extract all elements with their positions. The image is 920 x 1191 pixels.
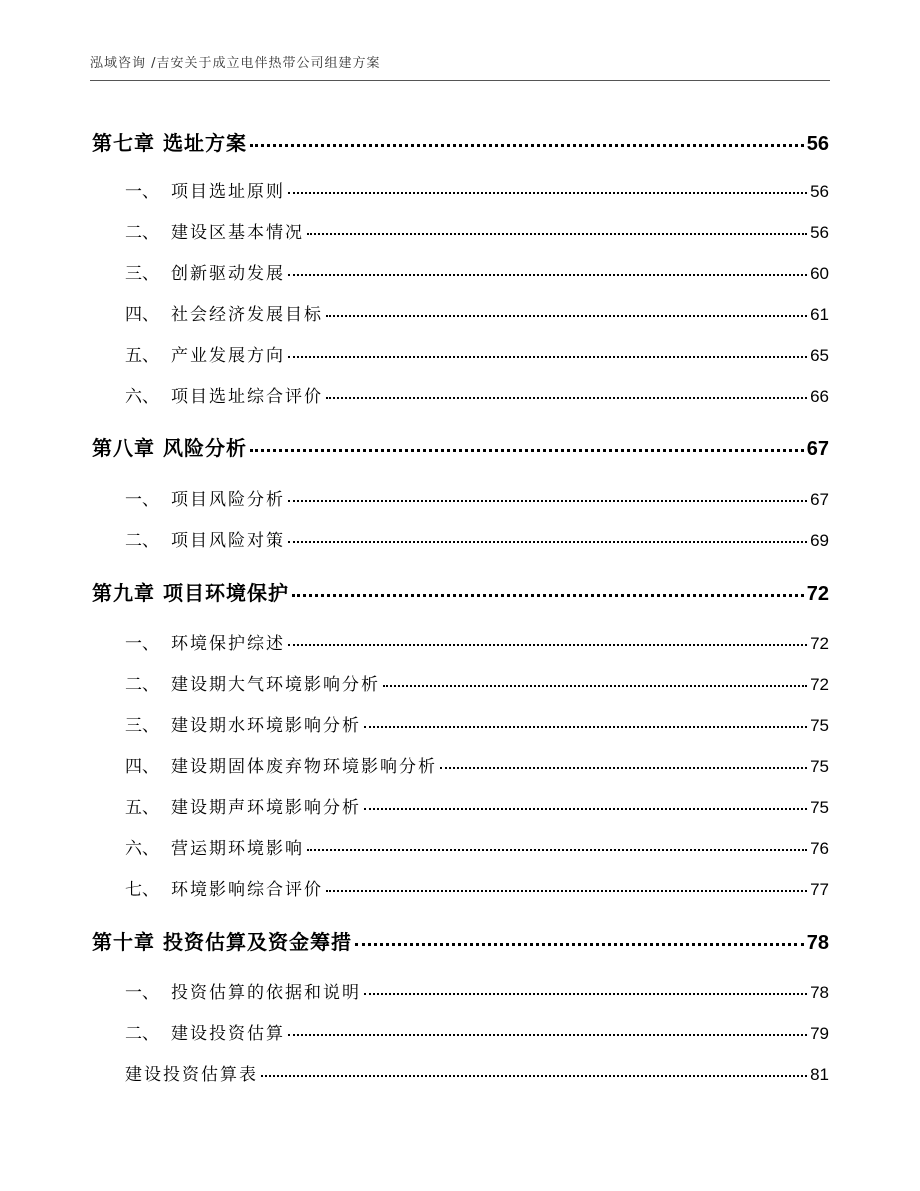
toc-section-entry[interactable] bbox=[92, 300, 829, 325]
toc-entry-number: 三、 bbox=[125, 264, 159, 284]
toc-entry-title: 项目风险对策 bbox=[171, 531, 285, 551]
toc-section-entry[interactable] bbox=[92, 834, 829, 859]
toc-dot-leader bbox=[292, 594, 804, 597]
toc-page-number: 56 bbox=[810, 182, 829, 201]
toc-chapter-entry[interactable] bbox=[92, 926, 829, 955]
toc-entry-number: 一、 bbox=[125, 983, 159, 1003]
toc-entry-title: 第七章 选址方案 bbox=[92, 131, 247, 155]
header-rule bbox=[90, 80, 830, 81]
toc-page-number: 78 bbox=[806, 932, 829, 954]
toc-entry-title: 环境保护综述 bbox=[171, 634, 285, 654]
toc-section-entry[interactable] bbox=[92, 793, 829, 818]
toc-page-number: 67 bbox=[810, 490, 829, 509]
toc-entry-number: 一、 bbox=[125, 634, 159, 654]
toc-dot-leader bbox=[261, 1075, 807, 1077]
toc-entry-number: 三、 bbox=[125, 716, 159, 736]
toc-entry-number: 二、 bbox=[125, 223, 159, 243]
toc-entry-title: 项目选址原则 bbox=[171, 182, 285, 202]
toc-entry-number: 二、 bbox=[125, 675, 159, 695]
toc-page-number: 75 bbox=[810, 798, 829, 817]
toc-entry-number: 二、 bbox=[125, 531, 159, 551]
toc-chapter-entry[interactable] bbox=[92, 432, 829, 461]
toc-dot-leader bbox=[288, 644, 807, 646]
toc-dot-leader bbox=[364, 808, 807, 810]
toc-dot-leader bbox=[326, 397, 807, 399]
toc-dot-leader bbox=[364, 993, 807, 995]
toc-page-number: 61 bbox=[810, 305, 829, 324]
toc-entry-number: 五、 bbox=[125, 798, 159, 818]
toc-section-entry[interactable] bbox=[92, 875, 829, 900]
toc-entry-number: 二、 bbox=[125, 1024, 159, 1044]
toc-entry-title: 社会经济发展目标 bbox=[171, 305, 323, 325]
toc-entry-title: 建设期声环境影响分析 bbox=[171, 798, 361, 818]
toc-page-number: 67 bbox=[806, 438, 829, 460]
toc-page-number: 77 bbox=[810, 880, 829, 899]
toc-entry-title: 环境影响综合评价 bbox=[171, 880, 323, 900]
toc-entry-number: 七、 bbox=[125, 880, 159, 900]
toc-section-entry[interactable] bbox=[92, 1019, 829, 1044]
toc-section-entry[interactable] bbox=[92, 382, 829, 407]
toc-entry-number: 一、 bbox=[125, 490, 159, 510]
toc-dot-leader bbox=[288, 274, 807, 276]
toc-section-entry[interactable] bbox=[92, 485, 829, 510]
toc-section-entry[interactable] bbox=[92, 978, 829, 1003]
toc-dot-leader bbox=[250, 449, 804, 452]
toc-entry-title: 建设投资估算 bbox=[171, 1024, 285, 1044]
toc-page-number: 75 bbox=[810, 757, 829, 776]
toc-page-number: 72 bbox=[810, 675, 829, 694]
toc-entry-title: 建设区基本情况 bbox=[171, 223, 304, 243]
toc-section-entry[interactable] bbox=[92, 1060, 829, 1085]
toc-entry-title: 投资估算的依据和说明 bbox=[171, 983, 361, 1003]
toc-page-number: 72 bbox=[806, 583, 829, 605]
toc-section-entry[interactable] bbox=[92, 526, 829, 551]
toc-section-entry[interactable] bbox=[92, 259, 829, 284]
toc-entry-title: 产业发展方向 bbox=[171, 346, 285, 366]
toc-dot-leader bbox=[326, 315, 807, 317]
toc-entry-title: 建设投资估算表 bbox=[125, 1065, 258, 1085]
toc-section-entry[interactable] bbox=[92, 752, 829, 777]
toc-entry-title: 建设期水环境影响分析 bbox=[171, 716, 361, 736]
toc-entry-number: 六、 bbox=[125, 387, 159, 407]
toc-page-number: 76 bbox=[810, 839, 829, 858]
toc-entry-title: 营运期环境影响 bbox=[171, 839, 304, 859]
toc-page-number: 66 bbox=[810, 387, 829, 406]
toc-dot-leader bbox=[326, 890, 807, 892]
running-header: 泓域咨询 /吉安关于成立电伴热带公司组建方案 bbox=[90, 56, 381, 71]
toc-dot-leader bbox=[355, 943, 804, 946]
toc-entry-title: 创新驱动发展 bbox=[171, 264, 285, 284]
toc-page-number: 65 bbox=[810, 346, 829, 365]
toc-dot-leader bbox=[288, 192, 807, 194]
toc-dot-leader bbox=[383, 685, 807, 687]
toc-entry-number: 六、 bbox=[125, 839, 159, 859]
toc-dot-leader bbox=[288, 541, 807, 543]
toc-chapter-entry[interactable] bbox=[92, 577, 829, 606]
toc-section-entry[interactable] bbox=[92, 629, 829, 654]
toc-entry-title: 建设期固体废弃物环境影响分析 bbox=[171, 757, 437, 777]
toc-entry-title: 项目选址综合评价 bbox=[171, 387, 323, 407]
toc-dot-leader bbox=[307, 849, 807, 851]
toc-dot-leader bbox=[364, 726, 807, 728]
toc-dot-leader bbox=[288, 1034, 807, 1036]
toc-page-number: 72 bbox=[810, 634, 829, 653]
toc-page-number: 56 bbox=[810, 223, 829, 242]
toc-section-entry[interactable] bbox=[92, 670, 829, 695]
toc-dot-leader bbox=[288, 356, 807, 358]
toc-page-number: 69 bbox=[810, 531, 829, 550]
toc-entry-number: 五、 bbox=[125, 346, 159, 366]
toc-page-number: 75 bbox=[810, 716, 829, 735]
toc-entry-number: 一、 bbox=[125, 182, 159, 202]
toc-entry-title: 第八章 风险分析 bbox=[92, 436, 247, 460]
toc-page-number: 79 bbox=[810, 1024, 829, 1043]
toc-dot-leader bbox=[440, 767, 807, 769]
toc-entry-number: 四、 bbox=[125, 757, 159, 777]
toc-entry-number: 四、 bbox=[125, 305, 159, 325]
toc-section-entry[interactable] bbox=[92, 177, 829, 202]
toc-section-entry[interactable] bbox=[92, 341, 829, 366]
toc-page-number: 81 bbox=[810, 1065, 829, 1084]
toc-page-number: 56 bbox=[806, 133, 829, 155]
toc-section-entry[interactable] bbox=[92, 218, 829, 243]
toc-page-number: 78 bbox=[810, 983, 829, 1002]
toc-entry-title: 项目风险分析 bbox=[171, 490, 285, 510]
toc-dot-leader bbox=[288, 500, 807, 502]
toc-section-entry[interactable] bbox=[92, 711, 829, 736]
toc-dot-leader bbox=[250, 144, 804, 147]
toc-entry-title: 建设期大气环境影响分析 bbox=[171, 675, 380, 695]
toc-dot-leader bbox=[307, 233, 807, 235]
toc-entry-title: 第九章 项目环境保护 bbox=[92, 581, 289, 605]
toc-entry-title: 第十章 投资估算及资金筹措 bbox=[92, 930, 352, 954]
toc-page-number: 60 bbox=[810, 264, 829, 283]
toc-chapter-entry[interactable] bbox=[92, 127, 829, 156]
